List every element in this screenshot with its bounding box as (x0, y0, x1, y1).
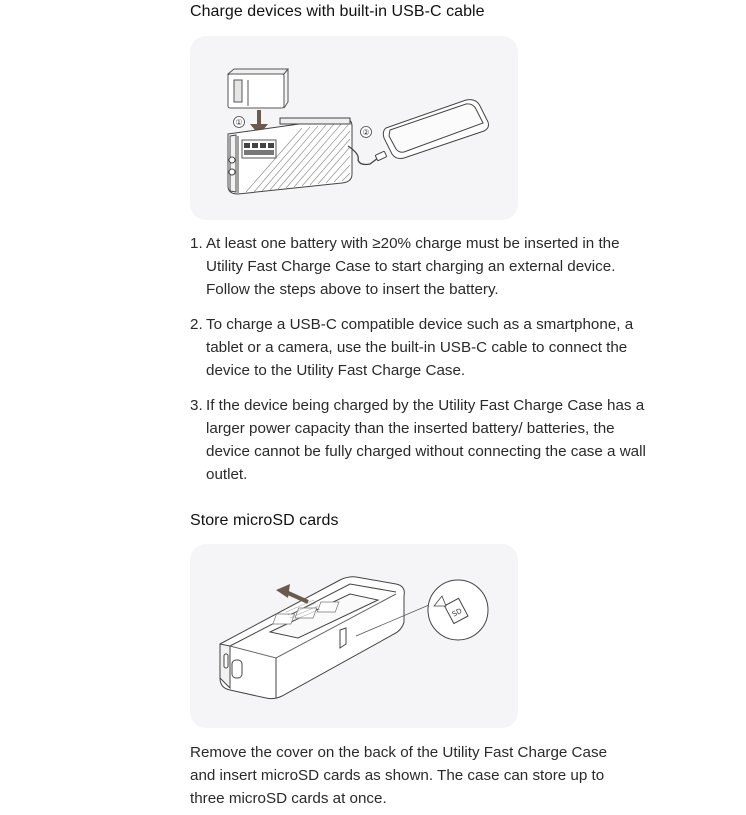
list-item-text: At least one battery with ≥20% charge must be inserted in the Utility Fast Charge Case to start charging an external device. Follow the steps above to insert the battery. (206, 235, 620, 298)
list-item (190, 232, 646, 301)
list-item-number: 3. (190, 397, 203, 414)
charging-illustration (190, 36, 518, 220)
microsd-zoom-callout (428, 580, 488, 640)
charging-diagram (190, 36, 518, 220)
step-marker-2: ② (362, 128, 370, 137)
usb-c-connector-icon (375, 151, 387, 161)
charge-case-back-graphic (220, 577, 404, 699)
step-marker-1: ① (235, 118, 243, 127)
list-item-text: To charge a USB-C compatible device such as a smartphone, a tablet or a camera, use the built-in USB-C cable to connect the device to the Utility Fast Charge Case. (206, 316, 634, 379)
list-item-number: 1. (190, 235, 203, 252)
list-item-text: If the device being charged by the Utility Fast Charge Case has a larger power capacity than the inserted battery/ batteries, the device cannot be fully charged without connecting the case a wall outlet. (206, 397, 646, 483)
section-heading-charge-devices: Charge devices with built-in USB-C cable (190, 3, 485, 20)
list-item (190, 394, 646, 486)
microsd-diagram (190, 544, 518, 728)
list-item-number: 2. (190, 316, 203, 333)
charging-steps-list (190, 232, 646, 498)
smartphone-graphic (383, 100, 488, 159)
battery-graphic (228, 69, 288, 108)
charge-case-graphic (228, 118, 352, 194)
microsd-instructions: Remove the cover on the back of the Utility Fast Charge Case and insert microSD cards as shown. The case can store up to three microSD cards at once. (190, 744, 608, 807)
microsd-card-label: SD (450, 606, 464, 619)
section-heading-store-microsd: Store microSD cards (190, 512, 339, 529)
microsd-illustration (190, 544, 518, 728)
list-item (190, 313, 646, 382)
slide-arrow-icon (276, 584, 308, 602)
